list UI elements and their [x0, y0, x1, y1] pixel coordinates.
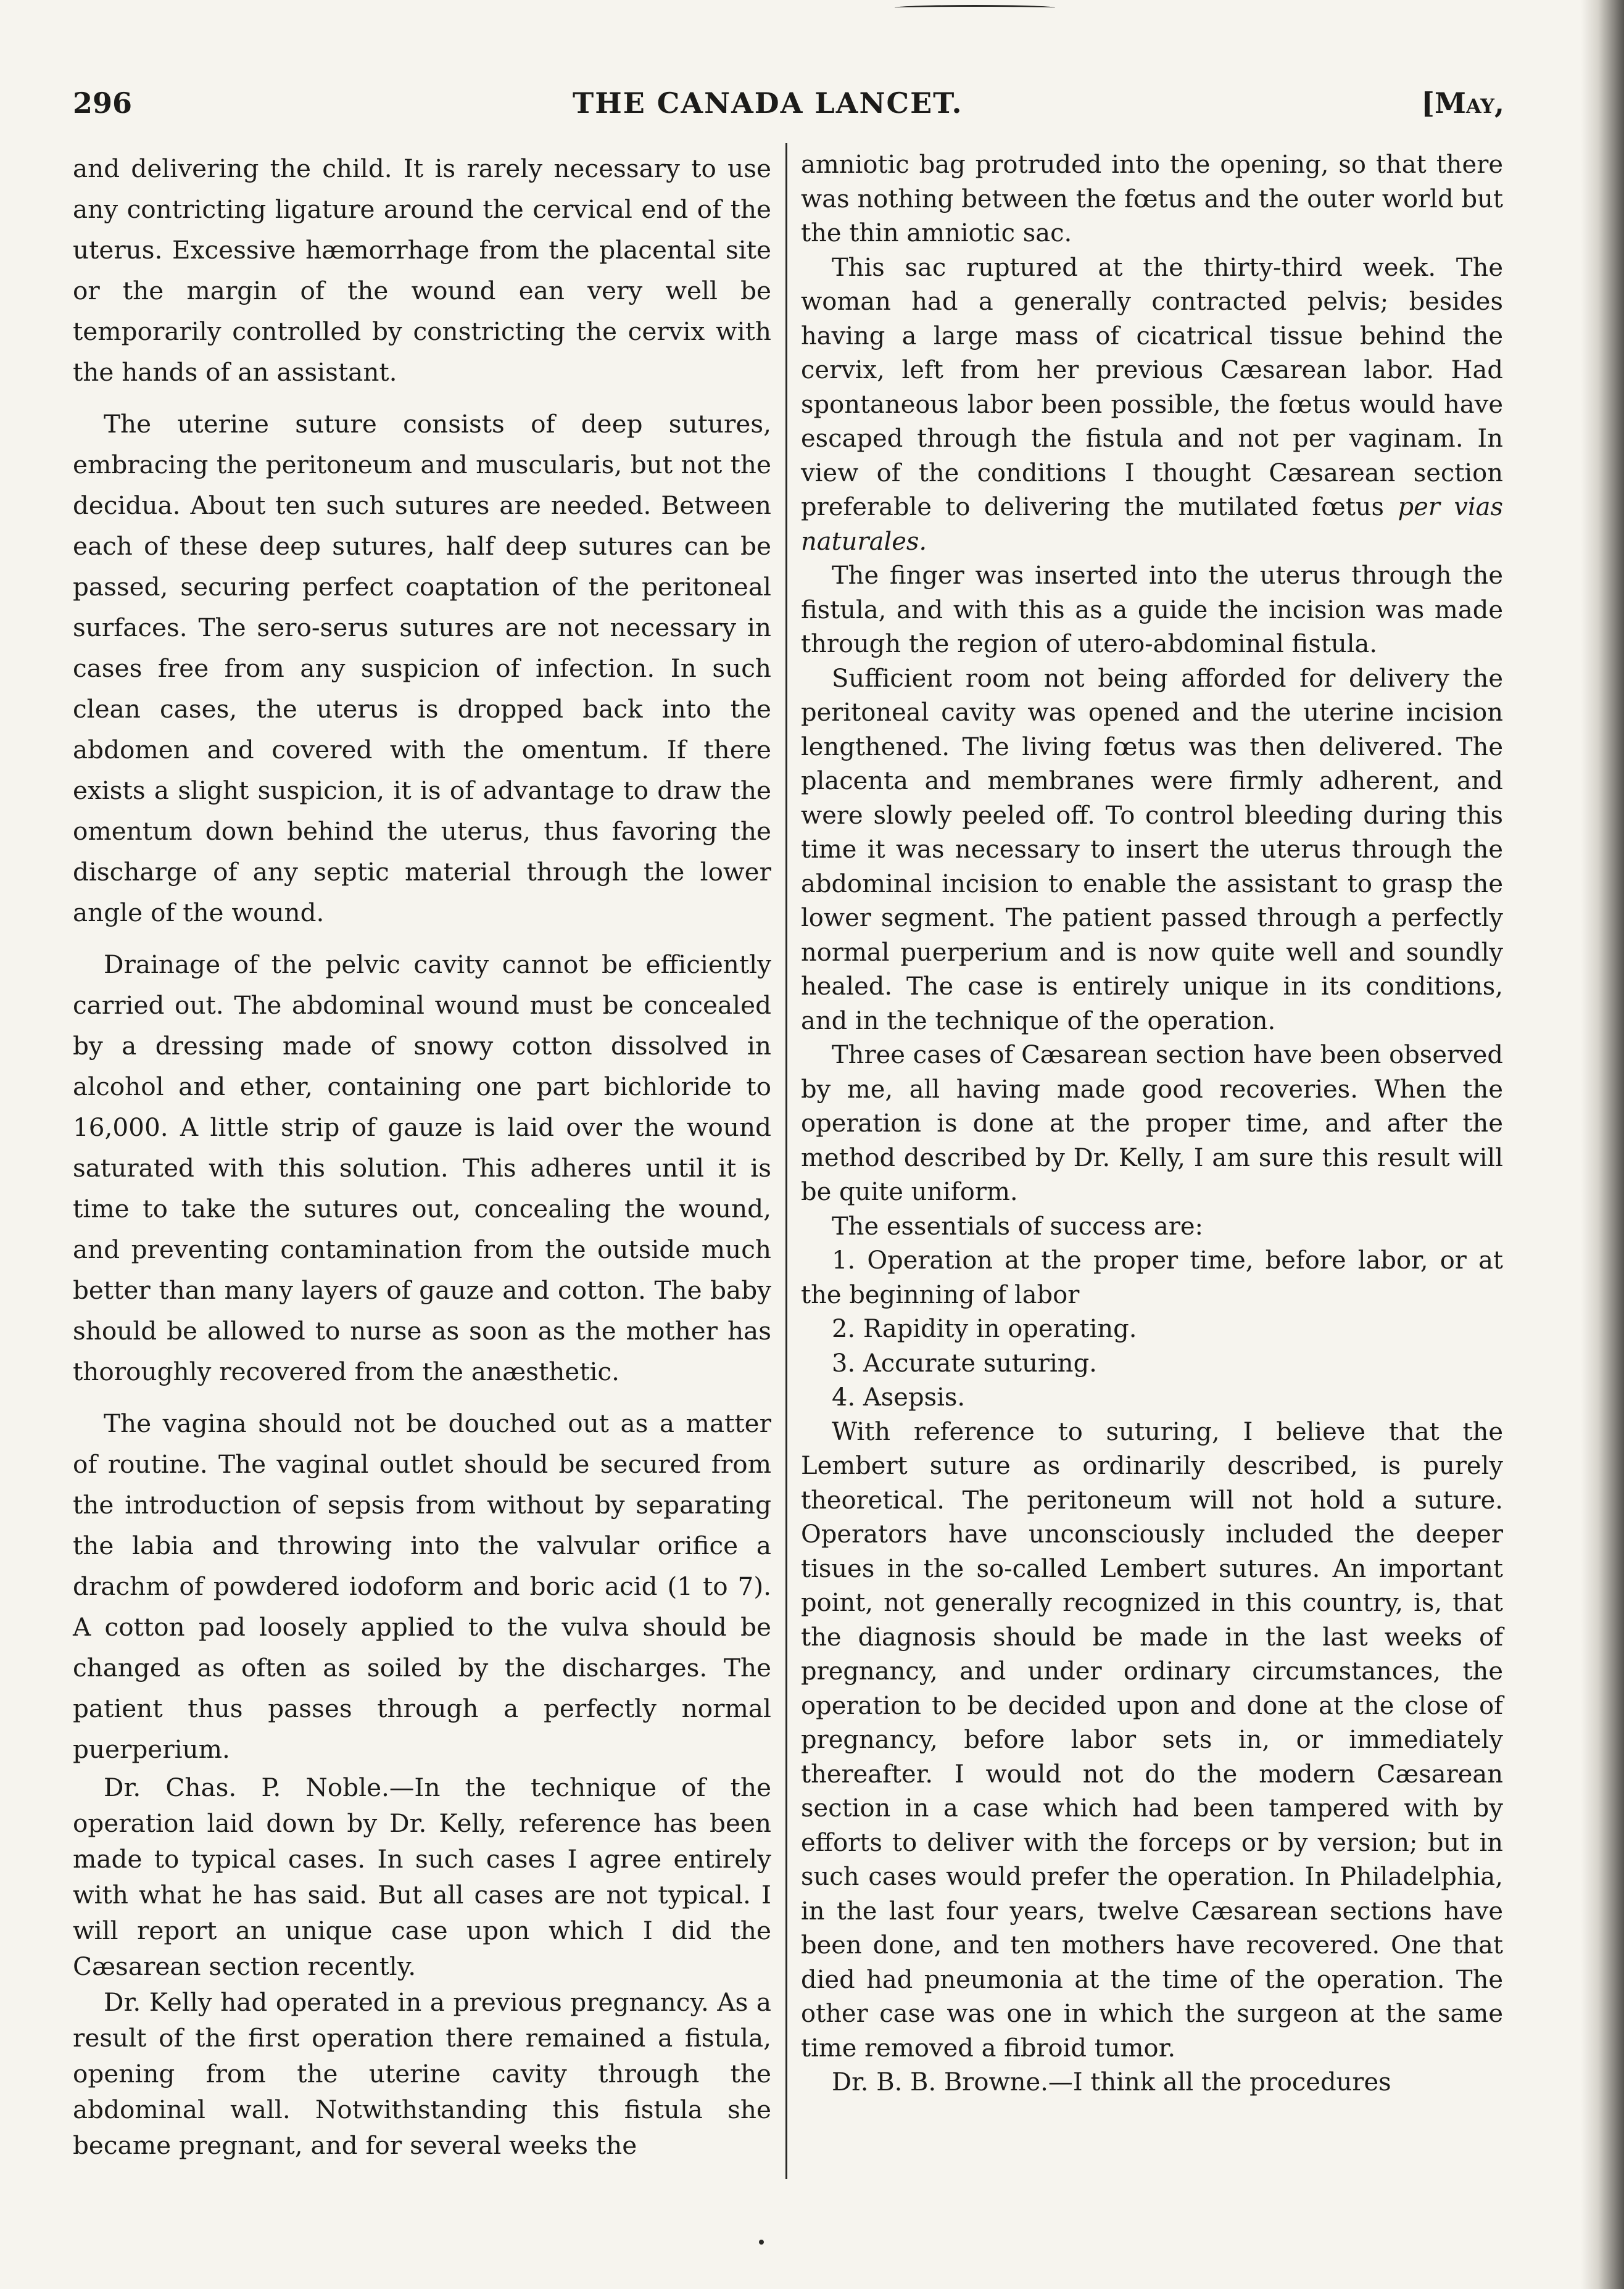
paragraph: Three cases of Cæsarean section have been observed by me, all having made good recoveries. When the operation is done at the proper time, and after the method described by Dr. Kelly, I am sure this result will be quite uniform.	[801, 1041, 1503, 1206]
list-item: 1. Operation at the proper time, before labor, or at the beginning of labor	[801, 1246, 1503, 1309]
column-divider	[785, 143, 787, 2179]
scan-edge-shadow	[1581, 0, 1624, 2289]
paragraph: The essentials of success are:	[832, 1212, 1203, 1241]
paragraph: Dr. B. B. Browne.—I think all the procedures	[832, 2068, 1391, 2097]
paragraph: The vagina should not be douched out as a matter of routine. The vaginal outlet should be secured from the introduction of sepsis from without by separating the labia and throwing into the valvular orifice a drachm of powdered iodoform and boric acid (1 to 7). A cotton pad loosely applied to the vulva should be changed as often as soiled by the discharges. The patient thus passes through a perfectly normal puerperium.	[73, 1409, 771, 1764]
italic-phrase: per vias naturales.	[801, 493, 1503, 556]
list-item: 3. Accurate suturing.	[832, 1349, 1097, 1378]
paragraph: Dr. Kelly had operated in a previous pregnancy. As a result of the first operation there remained a fistula, opening from the uterine cavity through the abdominal wall. Notwithstanding this fistula she became pregnant, and for several weeks the	[73, 1987, 771, 2160]
running-title: THE CANADA LANCET.	[573, 86, 963, 120]
paragraph: Drainage of the pelvic cavity cannot be efficiently carried out. The abdominal wound must be concealed by a dressing made of snowy cotton dissolved in alcohol and ether, containing one part bichloride to 16,000. A little strip of gauze is laid over the wound saturated with this solution. This adheres until it is time to take the sutures out, concealing the wound, and preventing contamination from the outside much better than many layers of gauze and cotton. The baby should be allowed to nurse as soon as the mother has thoroughly recovered from the anæsthetic.	[73, 950, 771, 1386]
paragraph: amniotic bag protruded into the opening, so that there was nothing between the fœtus and the outer world but the thin amniotic sac.	[801, 151, 1503, 247]
paragraph	[801, 251, 1503, 560]
paragraph: and delivering the child. It is rarely necessary to use any contricting ligature around the cervical end of the uterus. Excessive hæmorrhage from the placental site or the margin of the wound ean very well be temporarily controlled by constricting the cervix with the hands of an assistant.	[73, 154, 771, 387]
page-number: 296	[73, 86, 133, 120]
scan-mark	[895, 5, 1055, 10]
list-item: 2. Rapidity in operating.	[832, 1315, 1137, 1343]
paragraph: Sufficient room not being afforded for delivery the peritoneal cavity was opened and the uterine incision lengthened. The living fœtus was then delivered. The placenta and membranes were firmly adherent, and were slowly peeled off. To control bleeding during this time it was necessary to insert the uterus through the abdominal incision to enable the assistant to grasp the lower segment. The patient passed through a perfectly normal puerperium and is now quite well and soundly healed. The case is entirely unique in its conditions, and in the technique of the operation.	[801, 664, 1503, 1035]
left-column	[73, 148, 771, 2163]
page-header	[73, 86, 1504, 130]
right-column	[801, 148, 1503, 2100]
paragraph-text: This sac ruptured at the thirty-third week. The woman had a generally contracted pelvis; besides having a large mass of cicatrical tissue behind the cervix, left from her previous Cæsarean labor. Had spontaneous labor been possible, the fœtus would have escaped through the fistula and not per vaginam. In view of the conditions I thought Cæsarean section preferable to delivering the mutilated fœtus	[801, 253, 1503, 521]
header-month: [May,	[1421, 86, 1504, 120]
paragraph: The finger was inserted into the uterus through the fistula, and with this as a guide the incision was made through the region of utero-abdominal fistula.	[801, 561, 1503, 658]
paragraph: The uterine suture consists of deep sutures, embracing the peritoneum and muscularis, but not the decidua. About ten such sutures are needed. Between each of these deep sutures, half deep sutures can be passed, securing perfect coaptation of the peritoneal surfaces. The sero-serus sutures are not necessary in cases free from any suspicion of infection. In such clean cases, the uterus is dropped back into the abdomen and covered with the omentum. If there exists a slight suspicion, it is of advantage to draw the omentum down behind the uterus, thus favoring the discharge of any septic material through the lower angle of the wound.	[73, 409, 771, 927]
paragraph: Dr. Chas. P. Noble.—In the technique of the operation laid down by Dr. Kelly, reference has been made to typical cases. In such cases I agree entirely with what he has said. But all cases are not typical. I will report an unique case upon which I did the Cæsarean section recently.	[73, 1773, 771, 1981]
paragraph: With reference to suturing, I believe that the Lembert suture as ordinarily described, is purely theoretical. The peritoneum will not hold a suture. Operators have unconsciously included the deeper tisues in the so-called Lembert sutures. An important point, not generally recognized in this country, is, that the diagnosis should be made in the last weeks of pregnancy, and under ordinary circumstances, the operation to be decided upon and done at the close of pregnancy, before labor sets in, or immediately thereafter. I would not do the modern Cæsarean section in a case which had been tampered with by efforts to deliver with the forceps or by version; but in such cases would prefer the operation. In Philadelphia, in the last four years, twelve Cæsarean sections have been done, and ten mothers have recovered. One that died had pneumonia at the time of the operation. The other case was one in which the surgeon at the same time removed a fibroid tumor.	[801, 1417, 1503, 2063]
list-item: 4. Asepsis.	[832, 1383, 966, 1412]
scan-speck	[759, 2240, 764, 2245]
